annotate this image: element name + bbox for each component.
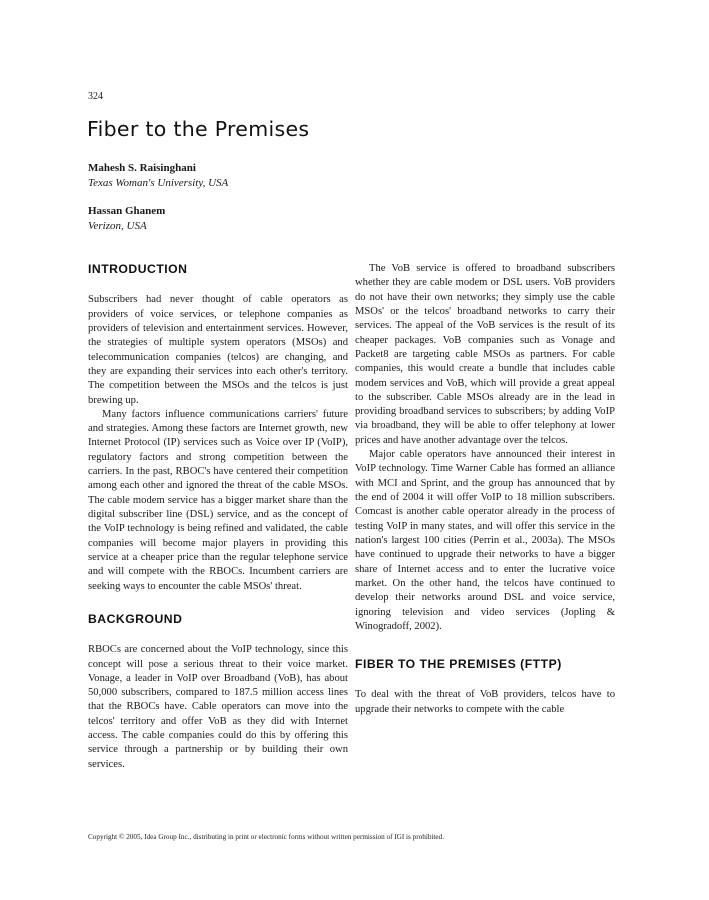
article-title: Fiber to the Premises (87, 117, 310, 141)
introduction-heading: INTRODUCTION (88, 262, 188, 276)
paragraph: RBOCs are concerned about the VoIP technology, since this concept will pose a serious threat to their voice market. Vonage, a leader in VoIP over Broadband (VoB), has about 50,000 subscribers, compared to 187.5 million access lines that the RBOCs have. Cable operators can move into the telcos' territory and offer VoB as they did with Internet access. The cable companies could do this by offering this service through a partnership or by building their own services. (88, 644, 348, 770)
background-heading: BACKGROUND (88, 611, 183, 626)
author-name: Hassan Ghanem (88, 205, 166, 217)
copyright-notice: Copyright © 2005, Idea Group Inc., distributing in print or electronic forms without written permission of IGI is prohibited. (88, 833, 444, 841)
author-name: Mahesh S. Raisinghani (88, 162, 196, 174)
paragraph: To deal with the threat of VoB providers, telcos have to upgrade their networks to compete with the cable (355, 689, 615, 715)
right-column (355, 262, 615, 717)
paragraph: The VoB service is offered to broadband subscribers whether they are cable modem or DSL users. VoB providers do not have their own networks; they simply use the cable MSOs' or the telcos' broadband networks to carry their services. The appeal of the VoB services is the result of its cheaper packages. VoB companies such as Vonage and Packet8 are targeting cable MSOs as partners. For cable companies, this would create a bundle that includes cable modem services and VoB, which will provide a great appeal to the subscriber. Cable MSOs already are in the lead in providing broadband services to subscribers; by adding VoIP via broadband, they will be able to offer telephony at lower prices and have another advantage over the telcos. (355, 263, 615, 446)
page-number: 324 (88, 91, 103, 102)
author-block (88, 204, 165, 234)
paragraph: Major cable operators have announced their interest in VoIP technology. Time Warner Cable has formed an alliance with MCI and Sprint, and the group has announced that by the end of 2004 it will offer VoIP to 18 million subscribers. Comcast is another cable operator already in the process of testing VoIP in many states, and will offer this service in the nation's largest 100 cities (Perrin et al., 2003a). The MSOs have continued to upgrade their networks to have a bigger share of Internet access and to enter the lucrative voice market. On the other hand, the telcos have continued to develop their networks around DSL and voice service, ignoring television and video services (Jopling & Winogradoff, 2002). (355, 449, 615, 632)
left-column (88, 262, 348, 772)
paragraph: Subscribers had never thought of cable operators as providers of voice services, or telephone companies as providers of television and entertainment services. However, the strategies of multiple system operators (MSOs) and telecommunication companies (telcos) are changing, and they are expanding their services into each other's territory. The competition between the MSOs and the telcos is just brewing up. (88, 294, 348, 406)
fttp-heading: FIBER TO THE PREMISES (FTTP) (355, 657, 562, 672)
author-affiliation: Verizon, USA (88, 220, 147, 232)
author-block (88, 161, 228, 191)
author-affiliation: Texas Woman's University, USA (88, 177, 229, 189)
paragraph: Many factors influence communications carriers' future and strategies. Among these factors are Internet growth, new Internet Protocol (IP) services such as Voice over IP (VoIP), regulatory factors and strong competition between the carriers. In the past, RBOC's have centered their competition among each other and ignored the threat of the cable MSOs. The cable modem service has a bigger market share than the digital subscriber line (DSL) service, and as the concept of the VoIP technology is being refined and validated, the cable companies will become major players in providing this service at a cheaper price than the regular telephone service and will compete with the RBOCs. Incumbent carriers are seeking ways to encounter the cable MSOs' threat. (88, 408, 348, 592)
